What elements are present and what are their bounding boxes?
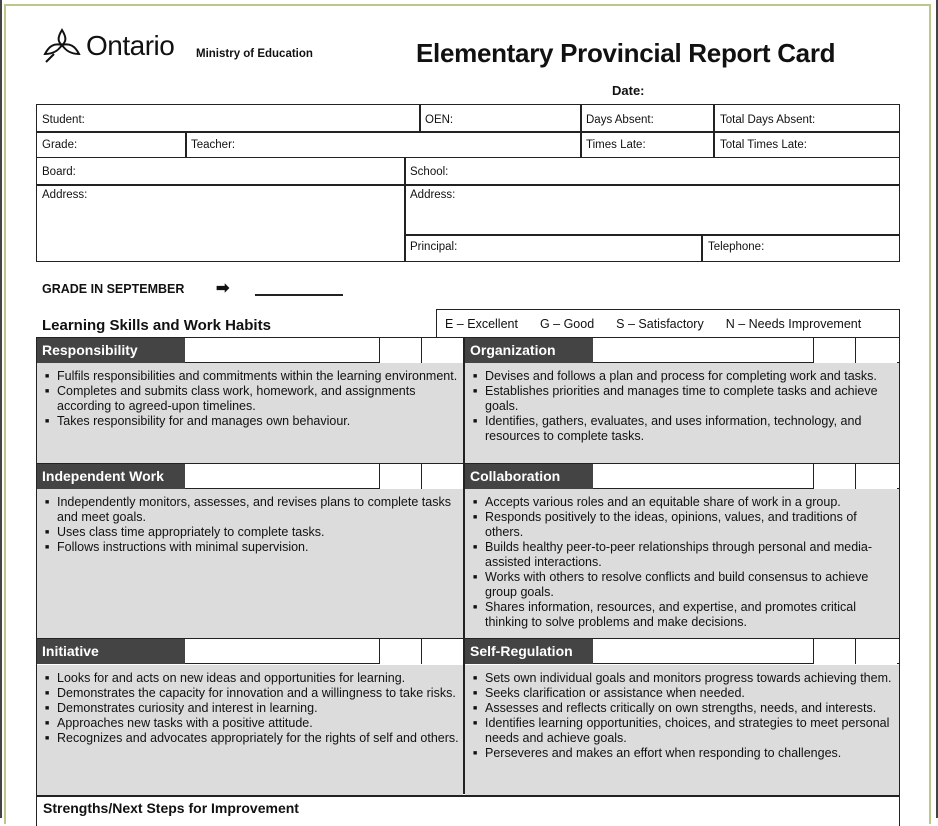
responsibility-rating-term2[interactable] — [421, 338, 463, 363]
list-item: ■ Demonstrates curiosity and interest in learning. — [41, 701, 461, 716]
self-regulation-heading: Self-Regulation — [465, 639, 593, 664]
teacher-field[interactable]: Teacher: — [191, 139, 236, 151]
list-item: ■ Perseveres and makes an effort when responding to challenges. — [469, 746, 897, 761]
list-item: ■ Fulfils responsibilities and commitments within the learning environment. — [41, 369, 459, 384]
info-table-school — [36, 158, 900, 262]
grade-in-september-input[interactable] — [255, 294, 343, 296]
times-late-field[interactable]: Times Late: — [586, 139, 646, 151]
student-field[interactable]: Student: — [42, 114, 85, 126]
arrow-right-icon: ➡ — [216, 280, 230, 297]
initiative-heading: Initiative — [37, 639, 185, 664]
list-item: ■ Establishes priorities and manages time to complete tasks and achieve goals. — [469, 384, 897, 414]
self-regulation-rating-term2[interactable] — [855, 639, 897, 664]
list-item: ■ Recognizes and advocates appropriately for the rights of self and others. — [41, 731, 461, 746]
strengths-heading: Strengths/Next Steps for Improvement — [36, 796, 900, 826]
list-item: ■ Demonstrates the capacity for innovation and a willingness to take risks. — [41, 686, 461, 701]
collaboration-rating-term2[interactable] — [855, 464, 897, 489]
responsibility-list — [41, 369, 459, 429]
organization-rating-term1[interactable] — [813, 338, 855, 363]
initiative-list — [41, 671, 461, 746]
initiative-rating-term1[interactable] — [379, 639, 421, 664]
list-item: ■ Builds healthy peer-to-peer relationships through personal and media-assisted interactions. — [469, 540, 897, 570]
list-item: ■ Completes and submits class work, homework, and assignments according to agreed-upon timelines. — [41, 384, 459, 414]
oen-field[interactable]: OEN: — [425, 114, 454, 126]
list-item: ■ Accepts various roles and an equitable share of work in a group. — [469, 495, 897, 510]
school-address-field[interactable]: Address: — [410, 189, 456, 201]
list-item: ■ Looks for and acts on new ideas and opportunities for learning. — [41, 671, 461, 686]
list-item: ■ Shares information, resources, and expertise, and promotes critical thinking to solve problems and make decisions. — [469, 600, 897, 630]
list-item: ■ Works with others to resolve conflicts and build consensus to achieve group goals. — [469, 570, 897, 600]
list-item: ■ Uses class time appropriately to complete tasks. — [41, 525, 459, 540]
collaboration-rating-term1[interactable] — [813, 464, 855, 489]
initiative-rating-term2[interactable] — [421, 639, 463, 664]
board-field[interactable]: Board: — [42, 166, 76, 178]
grade-field[interactable]: Grade: — [42, 139, 78, 151]
legend-item: S – Satisfactory — [616, 316, 704, 331]
legend-item: N – Needs Improvement — [725, 316, 862, 331]
organization-list — [469, 369, 897, 444]
collaboration-list — [469, 495, 897, 630]
responsibility-heading: Responsibility — [37, 338, 185, 363]
list-item: ■ Devises and follows a plan and process for completing work and tasks. — [469, 369, 897, 384]
page-edge-left — [0, 0, 2, 818]
list-item: ■ Seeks clarification or assistance when needed. — [469, 686, 897, 701]
list-item: ■ Follows instructions with minimal supervision. — [41, 540, 459, 555]
list-item: ■ Takes responsibility for and manages own behaviour. — [41, 414, 459, 429]
ontario-logo — [42, 26, 174, 66]
rating-legend — [436, 309, 900, 337]
principal-field[interactable]: Principal: — [410, 241, 458, 253]
days-absent-field[interactable]: Days Absent: — [586, 114, 654, 126]
list-item: ■ Identifies, gathers, evaluates, and uses information, technology, and resources to complete tasks. — [469, 414, 897, 444]
total-days-absent-field[interactable]: Total Days Absent: — [720, 114, 816, 126]
responsibility-rating-term1[interactable] — [379, 338, 421, 363]
grade-in-september-label: GRADE IN SEPTEMBER — [42, 282, 185, 296]
logo-text: Ontario — [86, 30, 175, 61]
organization-rating-term2[interactable] — [855, 338, 897, 363]
legend-item: E – Excellent — [445, 316, 518, 331]
total-times-late-field[interactable]: Total Times Late: — [720, 139, 807, 151]
date-label: Date: — [612, 83, 645, 98]
list-item: ■ Responds positively to the ideas, opinions, values, and traditions of others. — [469, 510, 897, 540]
school-field[interactable]: School: — [410, 166, 449, 178]
list-item: ■ Assesses and reflects critically on own strengths, needs, and interests. — [469, 701, 897, 716]
learning-skills-heading: Learning Skills and Work Habits — [42, 317, 271, 334]
telephone-field[interactable]: Telephone: — [708, 241, 765, 253]
legend-item: G – Good — [539, 316, 595, 331]
list-item: ■ Sets own individual goals and monitors progress towards achieving them. — [469, 671, 897, 686]
independent-work-rating-term1[interactable] — [379, 464, 421, 489]
organization-heading: Organization — [465, 338, 593, 363]
collaboration-heading: Collaboration — [465, 464, 593, 489]
learning-skills-grid — [36, 337, 900, 796]
list-item: ■ Approaches new tasks with a positive attitude. — [41, 716, 461, 731]
ministry-label: Ministry of Education — [196, 48, 313, 60]
list-item: ■ Independently monitors, assesses, and revises plans to complete tasks and meet goals. — [41, 495, 459, 525]
independent-work-rating-term2[interactable] — [421, 464, 463, 489]
trillium-icon — [42, 26, 82, 66]
independent-work-heading: Independent Work — [37, 464, 185, 489]
self-regulation-list — [469, 671, 897, 761]
self-regulation-rating-term1[interactable] — [813, 639, 855, 664]
list-item: ■ Identifies learning opportunities, choices, and strategies to meet personal needs and achieve goals. — [469, 716, 897, 746]
independent-work-list — [41, 495, 459, 555]
board-address-field[interactable]: Address: — [42, 189, 88, 201]
page-title: Elementary Provincial Report Card — [416, 38, 836, 68]
